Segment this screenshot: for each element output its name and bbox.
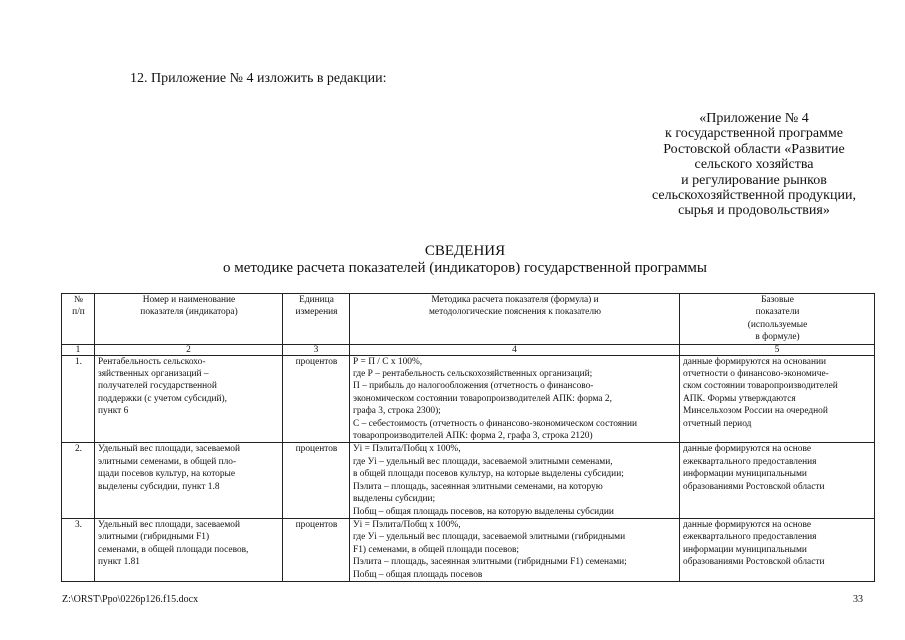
unit-of-measure: процентов [283, 355, 350, 443]
instruction-text: 12. Приложение № 4 изложить в редакции: [130, 71, 387, 86]
table-row [62, 518, 875, 581]
header-unit: Единица измерения [283, 294, 350, 345]
row-number: 1. [62, 355, 95, 443]
unit-of-measure: процентов [283, 518, 350, 581]
footer-file-path: Z:\ORST\Ppo\0226p126.f15.docx [62, 594, 199, 605]
appendix-line: сельского хозяйства [694, 157, 814, 173]
table-header-row [62, 294, 875, 345]
header-method: Методика расчета показателя (формула) и методологические пояснения к показателю [350, 294, 680, 345]
document-title-block [140, 243, 790, 277]
base-indicators: данные формируются на основе ежеквартального предоставления информации муниципальными образованиями Ростовской области [680, 443, 875, 518]
indicator-name: Рентабельность сельскохо- зяйственных организаций – получателей государственной поддержки (с учетом субсидий), пункт 6 [95, 355, 283, 443]
column-number: 1 [62, 344, 95, 355]
footer-page-number: 33 [853, 594, 863, 605]
column-number: 3 [283, 344, 350, 355]
header-base: Базовые показатели (используемые в формуле) [680, 294, 875, 345]
document-subtitle: о методике расчета показателей (индикаторов) государственной программы [222, 260, 708, 276]
header-indicator-name: Номер и наименование показателя (индикатора) [95, 294, 283, 345]
indicator-name: Удельный вес площади, засеваемой элитными (гибридными F1) семенами, в общей площади посевов, пункт 1.81 [95, 518, 283, 581]
indicators-table [61, 293, 875, 582]
calculation-method: Уi = Пэлита/Побщ х 100%, где Уi – удельный вес площади, засеваемой элитными семенами, в общей площади посевов культур, на которые выделены субсидии; Пэлита – площадь, засеянная элитными семенами, на которую выделены субсидии; Побщ – общая площадь посевов, на которую выделены субсидии [350, 443, 680, 518]
row-number: 3. [62, 518, 95, 581]
column-number: 4 [350, 344, 680, 355]
base-indicators: данные формируются на основании отчетности о финансово-экономиче- ском состоянии товаропроизводителей АПК. Формы утверждаются Минсельхозом России на очередной отчетный период [680, 355, 875, 443]
row-number: 2. [62, 443, 95, 518]
appendix-line: сырья и продовольствия» [678, 203, 830, 219]
table-row [62, 443, 875, 518]
appendix-line: Ростовской области «Развитие [663, 141, 845, 157]
indicator-name: Удельный вес площади, засеваемой элитными семенами, в общей пло- щади посевов культур, на которые выделены субсидии, пункт 1.8 [95, 443, 283, 518]
unit-of-measure: процентов [283, 443, 350, 518]
calculation-method: Р = П / С х 100%, где Р – рентабельность сельскохозяйственных организаций; П – прибыль до налогообложения (отчетность о финансово- экономическом состоянии товаропроизводителей АПК: форма 2, графа 3, строка 2300); С – себестоимость (отчетность о финансово-экономическом состоянии товаропроизводителей АПК: форма 2, графа 3, строка 2120) [350, 355, 680, 443]
base-indicators: данные формируются на основе ежеквартального предоставления информации муниципальными образованиями Ростовской области [680, 518, 875, 581]
column-number-row [62, 344, 875, 355]
document-title: СВЕДЕНИЯ [424, 243, 506, 259]
appendix-line: к государственной программе [665, 126, 843, 142]
appendix-line: и регулирование рынков [681, 172, 827, 188]
header-number: № п/п [62, 294, 95, 345]
appendix-line: сельскохозяйственной продукции, [652, 188, 856, 204]
column-number: 2 [95, 344, 283, 355]
column-number: 5 [680, 344, 875, 355]
appendix-header [632, 111, 876, 219]
table-row [62, 355, 875, 443]
appendix-line: «Приложение № 4 [699, 111, 809, 126]
calculation-method: Уi = Пэлита/Побщ х 100%, где Уi – удельный вес площади, засеваемой элитными (гибридными F1) семенами, в общей площади посевов; Пэлита – площадь, засеянная элитными (гибридными F1) семенами; Побщ – общая площадь посевов [350, 518, 680, 581]
